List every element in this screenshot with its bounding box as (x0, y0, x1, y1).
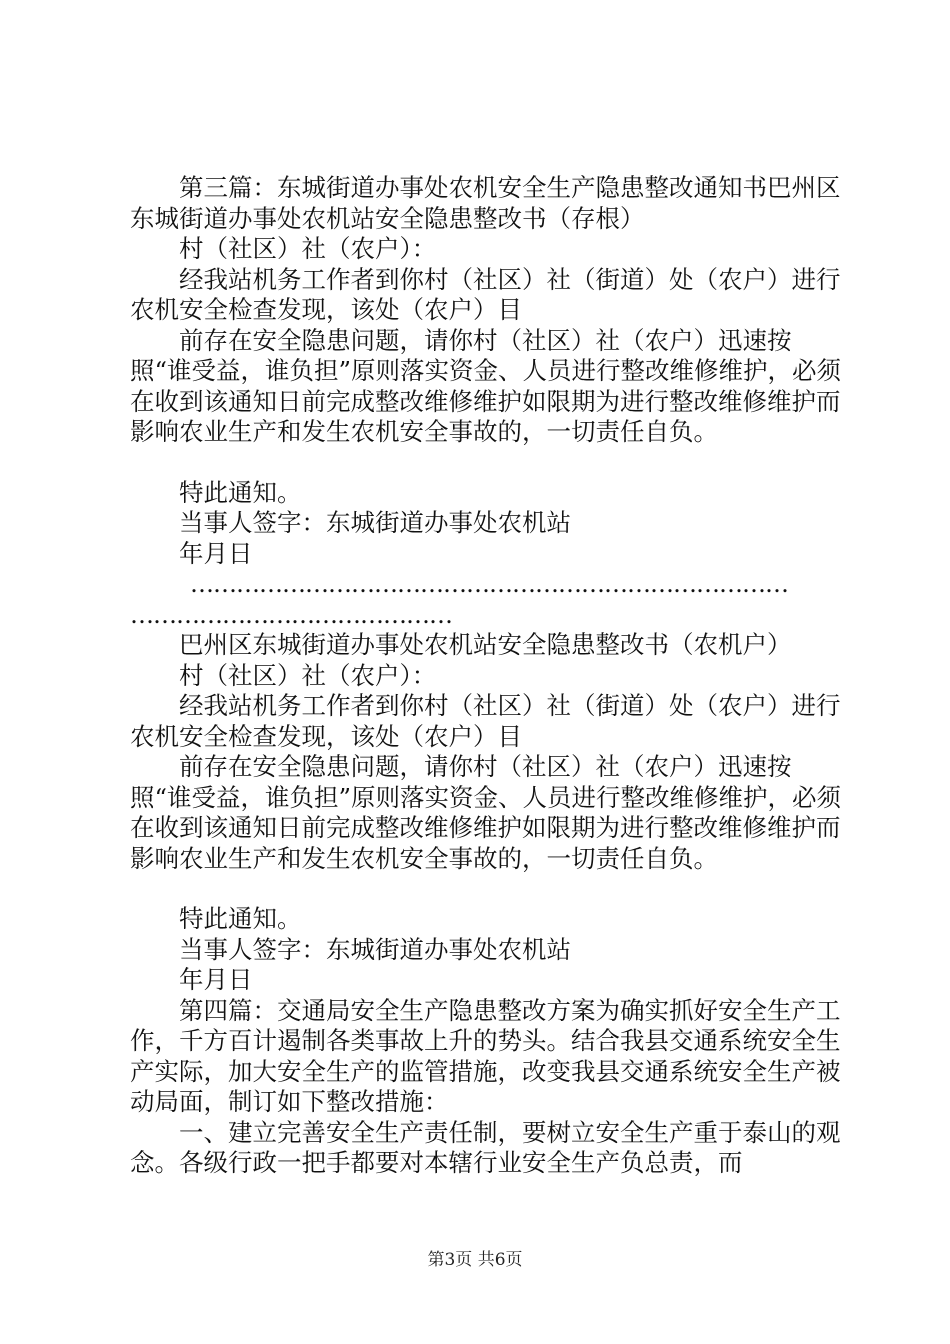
paragraph-date: 年月日 (179, 538, 253, 568)
paragraph-title-copy: 巴州区东城街道办事处农机站安全隐患整改书（农机户） (179, 630, 792, 659)
paragraph-date-copy: 年月日 (179, 965, 253, 994)
paragraph-hazard-notice-copy: 前存在安全隐患问题，请你村（社区）社（农户）迅速按照“谁受益，谁负担”原则落实资金、人员进行整改维修维护，必须在收到该通知日前完成整改维修维护如限期为进行整改维修维护而影响农业生产和发生农机安全事故的，一切责任自负。 (130, 752, 842, 873)
paragraph-title-part4: 第四篇：交通局安全生产隐患整改方案为确实抓好安全生产工作，千方百计遏制各类事故上升的势头。结合我县交通系统安全生产实际，加大安全生产的监管措施，改变我县交通系统安全生产被动局面，制订如下整改措施： (130, 995, 841, 1116)
paragraph-inspection-copy: 经我站机务工作者到你村（社区）社（街道）处（农户）进行农机安全检查发现，该处（农户）目 (130, 691, 841, 751)
paragraph-hazard-notice: 前存在安全隐患问题，请你村（社区）社（农户）迅速按照“谁受益，谁负担”原则落实资金、人员进行整改维修维护，必须在收到该通知日前完成整改维修维护如限期为进行整改维修维护而影响农业生产和发生农机安全事故的，一切责任自负。 (130, 325, 842, 446)
cut-line-dots-continued: …………………………………… (130, 600, 452, 629)
paragraph-measure-one: 一、建立完善安全生产责任制，要树立安全生产重于泰山的观念。各级行政一把手都要对本辖行业安全生产负总责，而 (130, 1117, 841, 1177)
paragraph-addressee: 村（社区）社（农户）： (179, 234, 437, 263)
paragraph-hereby-notice: 特此通知。 (179, 477, 302, 507)
page-number-footer: 第3页 共6页 (427, 1250, 523, 1270)
paragraph-hereby-notice-copy: 特此通知。 (179, 904, 302, 933)
paragraph-addressee-copy: 村（社区）社（农户）： (179, 660, 437, 690)
paragraph-signature-copy: 当事人签字：东城街道办事处农机站 (179, 934, 571, 964)
paragraph-signature: 当事人签字：东城街道办事处农机站 (179, 508, 571, 537)
paragraph-spacer (130, 448, 850, 478)
document-body (130, 173, 850, 1179)
cut-line-dots: …………………………………………………………………… (190, 570, 788, 598)
paragraph-spacer (130, 874, 850, 904)
paragraph-inspection: 经我站机务工作者到你村（社区）社（街道）处（农户）进行农机安全检查发现，该处（农户）目 (130, 264, 841, 324)
paragraph-title-part3: 第三篇：东城街道办事处农机安全生产隐患整改通知书巴州区东城街道办事处农机站安全隐患整改书（存根） (130, 173, 841, 233)
